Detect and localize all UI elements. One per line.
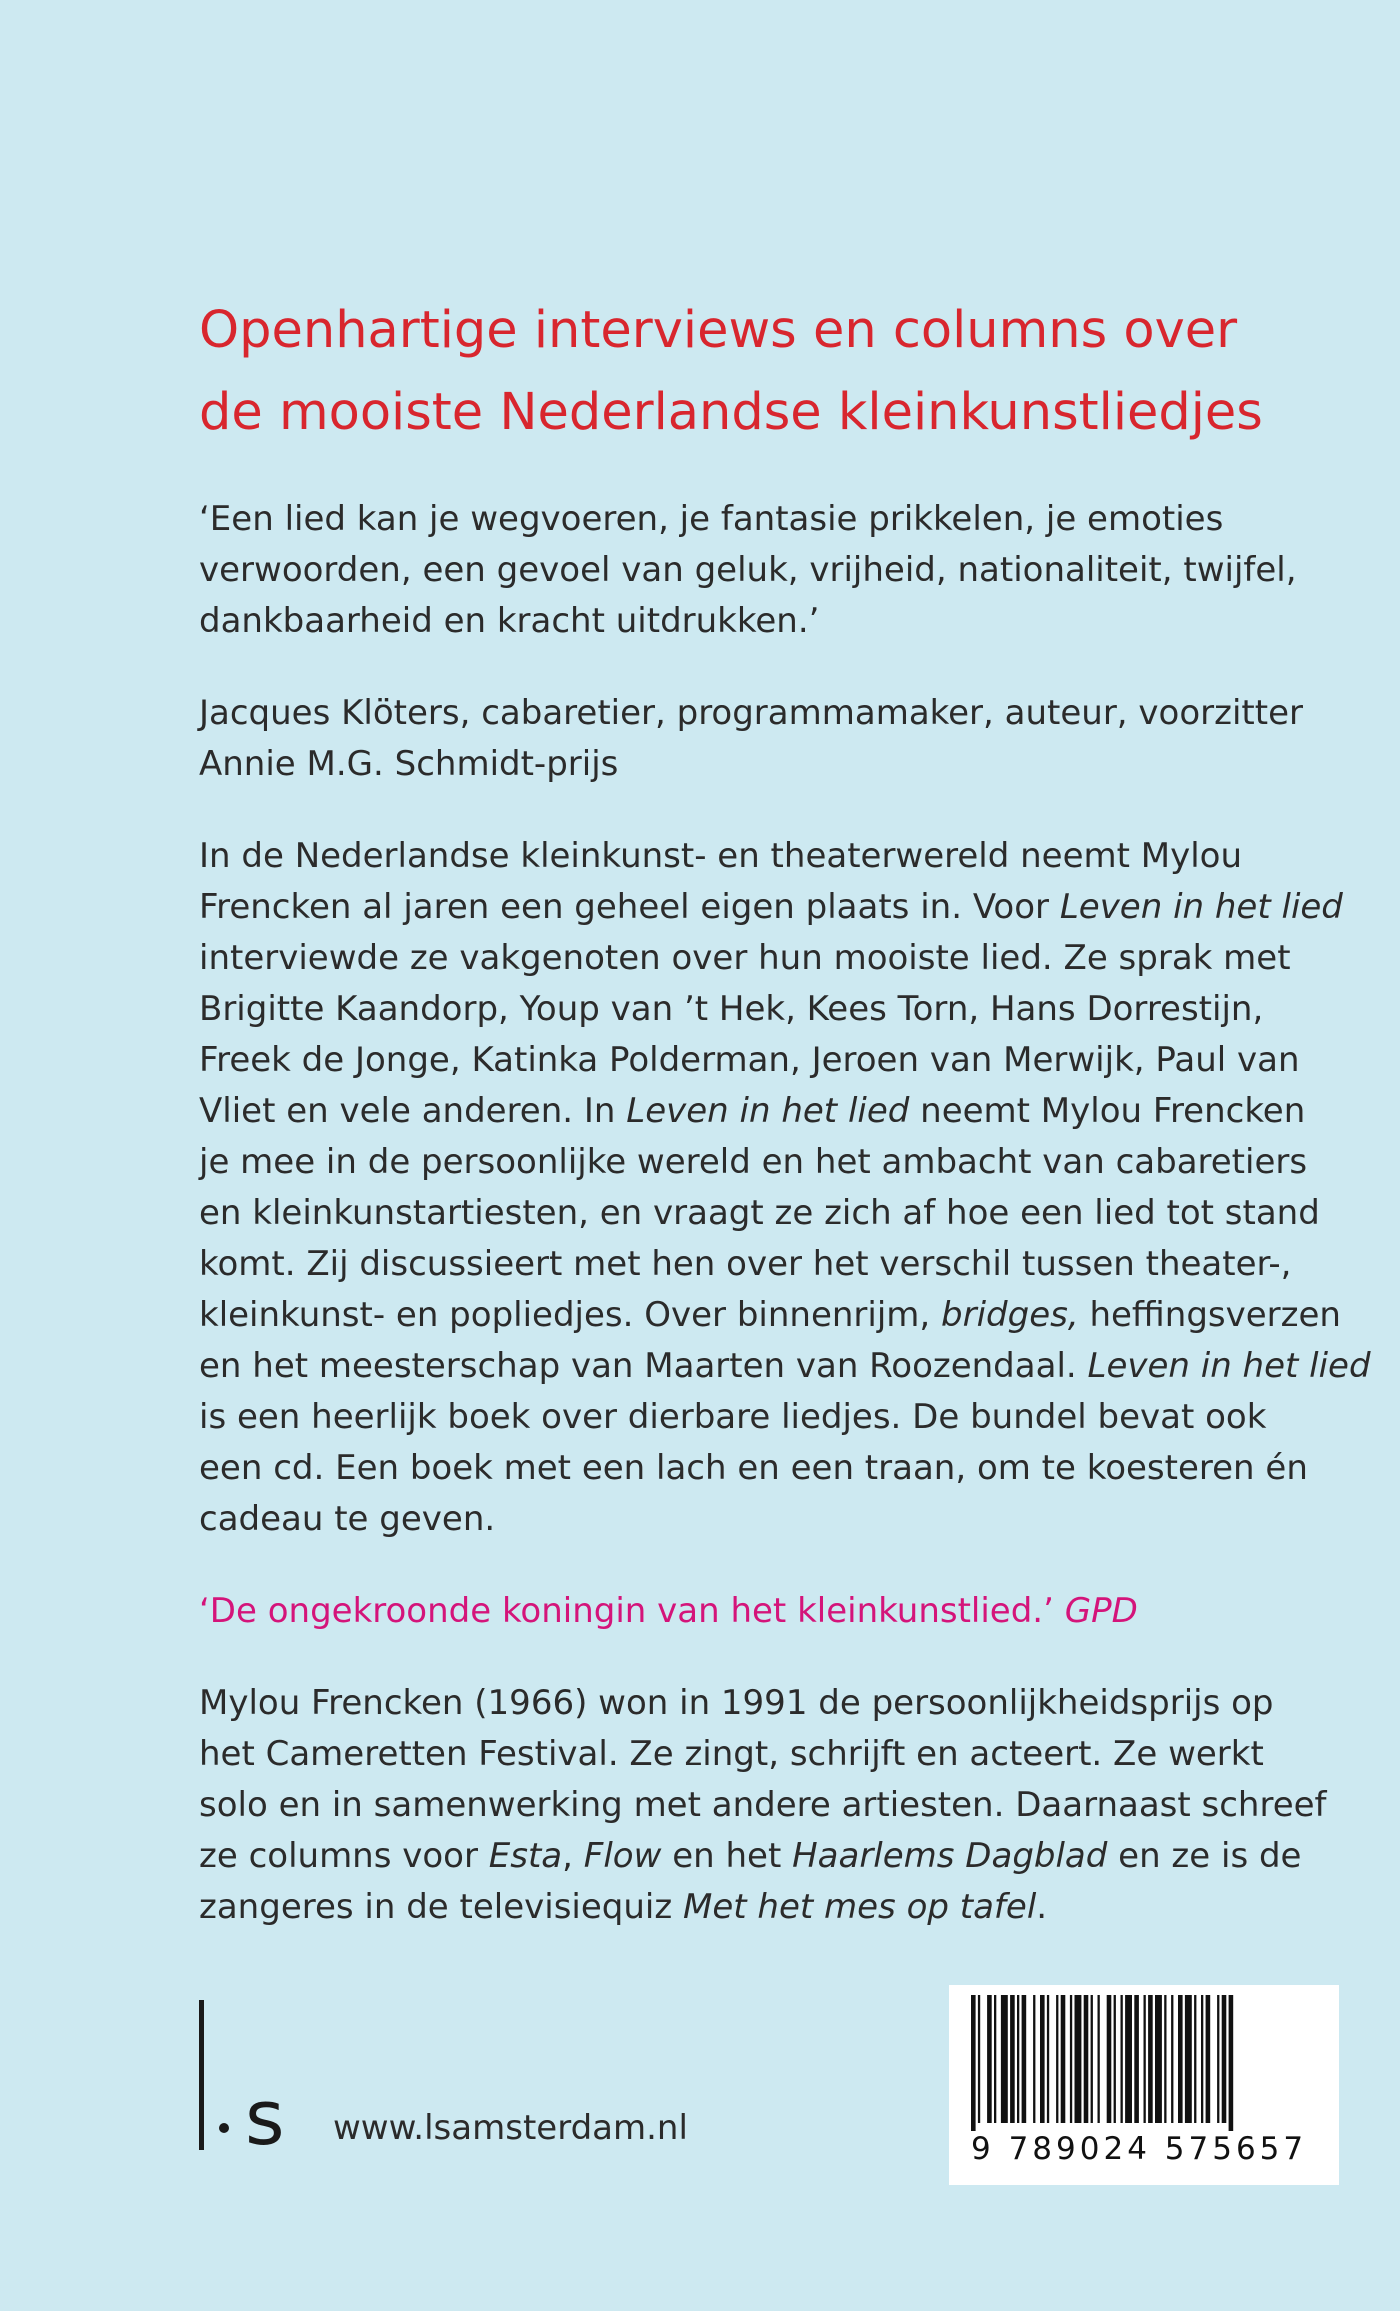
barcode-bar: [1114, 1995, 1116, 2123]
barcode-bar: [1022, 1995, 1027, 2123]
book-title: Leven in het lied: [626, 1091, 910, 1131]
barcode-bar: [1075, 1995, 1082, 2123]
press-quote-line: [199, 1586, 1309, 1637]
text-span: .: [1036, 1887, 1048, 1927]
publisher-website[interactable]: www.lsamsterdam.nl: [333, 2108, 688, 2148]
attribution-line: Jacques Klöters, cabaretier, programmamaker, auteur, voorzitter: [199, 693, 1303, 733]
quote-line: dankbaarheid en kracht uitdrukken.’: [199, 601, 820, 641]
barcode: [949, 1985, 1339, 2185]
quote-paragraph: [199, 494, 1309, 647]
quote-line: verwoorden, een gevoel van geluk, vrijheid, nationaliteit, twijfel,: [199, 550, 1297, 590]
barcode-bar: [1040, 1995, 1045, 2123]
attribution-paragraph: [199, 688, 1309, 790]
barcode-bar: [1171, 1995, 1173, 2123]
text-span: heffingsverzen: [1078, 1295, 1341, 1335]
bio-line: [199, 1882, 1309, 1933]
barcode-bar: [1070, 1995, 1072, 2123]
barcode-bar: [1164, 1995, 1166, 2123]
barcode-bar: [1201, 1995, 1203, 2123]
text-span: en het: [661, 1836, 793, 1876]
description-line: [199, 1086, 1309, 1137]
barcode-bar: [1061, 1995, 1066, 2123]
barcode-bar: [987, 1995, 992, 2123]
description-line: In de Nederlandse kleinkunst- en theaterwereld neemt Mylou: [199, 836, 1243, 876]
description-line: interviewde ze vakgenoten over hun mooiste lied. Ze sprak met: [199, 938, 1291, 978]
bio-line: solo en in samenwerking met andere artiesten. Daarnaast schreef: [199, 1785, 1327, 1825]
barcode-bar: [1033, 1995, 1035, 2123]
description-line: Freek de Jonge, Katinka Polderman, Jeroen van Merwijk, Paul van: [199, 1040, 1300, 1080]
description-line: [199, 882, 1343, 933]
barcode-bar: [1125, 1995, 1132, 2123]
barcode-bar: [1194, 1995, 1196, 2123]
magazine-title: Flow: [583, 1836, 662, 1876]
logo-letter: s: [245, 2073, 285, 2162]
barcode-bar: [1148, 1995, 1153, 2123]
barcode-bar: [1134, 1995, 1139, 2123]
attribution-line: Annie M.G. Schmidt-prijs: [199, 744, 619, 784]
barcode-bar: [1178, 1995, 1183, 2123]
book-title: Leven in het lied: [1059, 887, 1343, 927]
barcode-bar: [1206, 1995, 1211, 2123]
barcode-bars: [949, 1985, 1339, 2135]
description-paragraph: [199, 831, 1371, 1545]
logo-bar: [199, 2000, 204, 2150]
barcode-bar: [1091, 1995, 1093, 2123]
barcode-bar: [1017, 1995, 1019, 2123]
text-span: en ze is de: [1107, 1836, 1302, 1876]
barcode-bar: [971, 1995, 976, 2131]
bio-line: Mylou Frencken (1966) won in 1991 de persoonlijkheidsprijs op: [199, 1683, 1274, 1723]
barcode-bar: [1010, 1995, 1015, 2123]
bio-paragraph: [199, 1678, 1327, 1933]
description-line: Brigitte Kaandorp, Youp van ’t Hek, Kees Torn, Hans Dorrestijn,: [199, 989, 1264, 1029]
barcode-bar: [1222, 1995, 1227, 2123]
description-line: is een heerlijk boek over dierbare liedjes. De bundel bevat ook: [199, 1397, 1267, 1437]
text-span: zangeres in de televisiequiz: [199, 1887, 684, 1927]
bio-line: [199, 1831, 1309, 1882]
headline-line: Openhartige interviews en columns over: [199, 301, 1238, 360]
barcode-bar: [1047, 1995, 1049, 2123]
text-span: ze columns voor: [199, 1836, 489, 1876]
barcode-bar: [1056, 1995, 1058, 2123]
text-span: Vliet en vele anderen. In: [199, 1091, 627, 1131]
barcode-bar: [1001, 1995, 1008, 2123]
barcode-bar: [1229, 1995, 1234, 2131]
isbn-number: 9 789024 575657: [971, 2131, 1308, 2167]
barcode-bar: [1084, 1995, 1089, 2123]
barcode-bar: [1185, 1995, 1192, 2123]
barcode-bar: [1217, 1995, 1219, 2123]
description-line: cadeau te geven.: [199, 1499, 496, 1539]
back-cover-text: [199, 290, 1371, 1974]
barcode-bar: [1121, 1995, 1123, 2123]
barcode-bar: [1107, 1995, 1112, 2123]
publisher-logo: [199, 2000, 309, 2162]
barcode-bar: [1155, 1995, 1162, 2123]
text-span: en het meesterschap van Maarten van Roozendaal.: [199, 1346, 1088, 1386]
barcode-bar: [1144, 1995, 1146, 2123]
italic-term: bridges,: [941, 1295, 1079, 1335]
press-quote-source: GPD: [1064, 1591, 1138, 1631]
description-line: je mee in de persoonlijke wereld en het ambacht van cabaretiers: [199, 1142, 1308, 1182]
description-line: [199, 1341, 1371, 1392]
text-span: ,: [562, 1836, 584, 1876]
text-span: neemt Mylou Frencken: [909, 1091, 1306, 1131]
tv-show-title: Met het mes op tafel: [683, 1887, 1037, 1927]
press-quote-text: ‘De ongekroonde koningin van het kleinkunstlied.’: [199, 1591, 1065, 1631]
bio-line: het Cameretten Festival. Ze zingt, schrijft en acteert. Ze werkt: [199, 1734, 1264, 1774]
magazine-title: Esta: [488, 1836, 563, 1876]
description-line: [199, 1290, 1341, 1341]
headline-line: de mooiste Nederlandse kleinkunstliedjes: [199, 383, 1263, 442]
quote-line: ‘Een lied kan je wegvoeren, je fantasie prikkelen, je emoties: [199, 499, 1224, 539]
book-title: Leven in het lied: [1087, 1346, 1371, 1386]
description-line: en kleinkunstartiesten, en vraagt ze zich af hoe een lied tot stand: [199, 1193, 1320, 1233]
barcode-bar: [994, 1995, 996, 2123]
description-line: een cd. Een boek met een lach en een traan, om te koesteren én: [199, 1448, 1308, 1488]
press-quote: [199, 1586, 1309, 1637]
text-span: kleinkunst- en popliedjes. Over binnenrijm,: [199, 1295, 942, 1335]
headline: [199, 290, 1309, 454]
logo-dot: [219, 2123, 229, 2133]
barcode-bar: [1098, 1995, 1100, 2123]
description-line: komt. Zij discussieert met hen over het verschil tussen theater-,: [199, 1244, 1292, 1284]
text-span: Frencken al jaren een geheel eigen plaats in. Voor: [199, 887, 1060, 927]
barcode-bar: [978, 1995, 980, 2123]
newspaper-title: Haarlems Dagblad: [792, 1836, 1108, 1876]
